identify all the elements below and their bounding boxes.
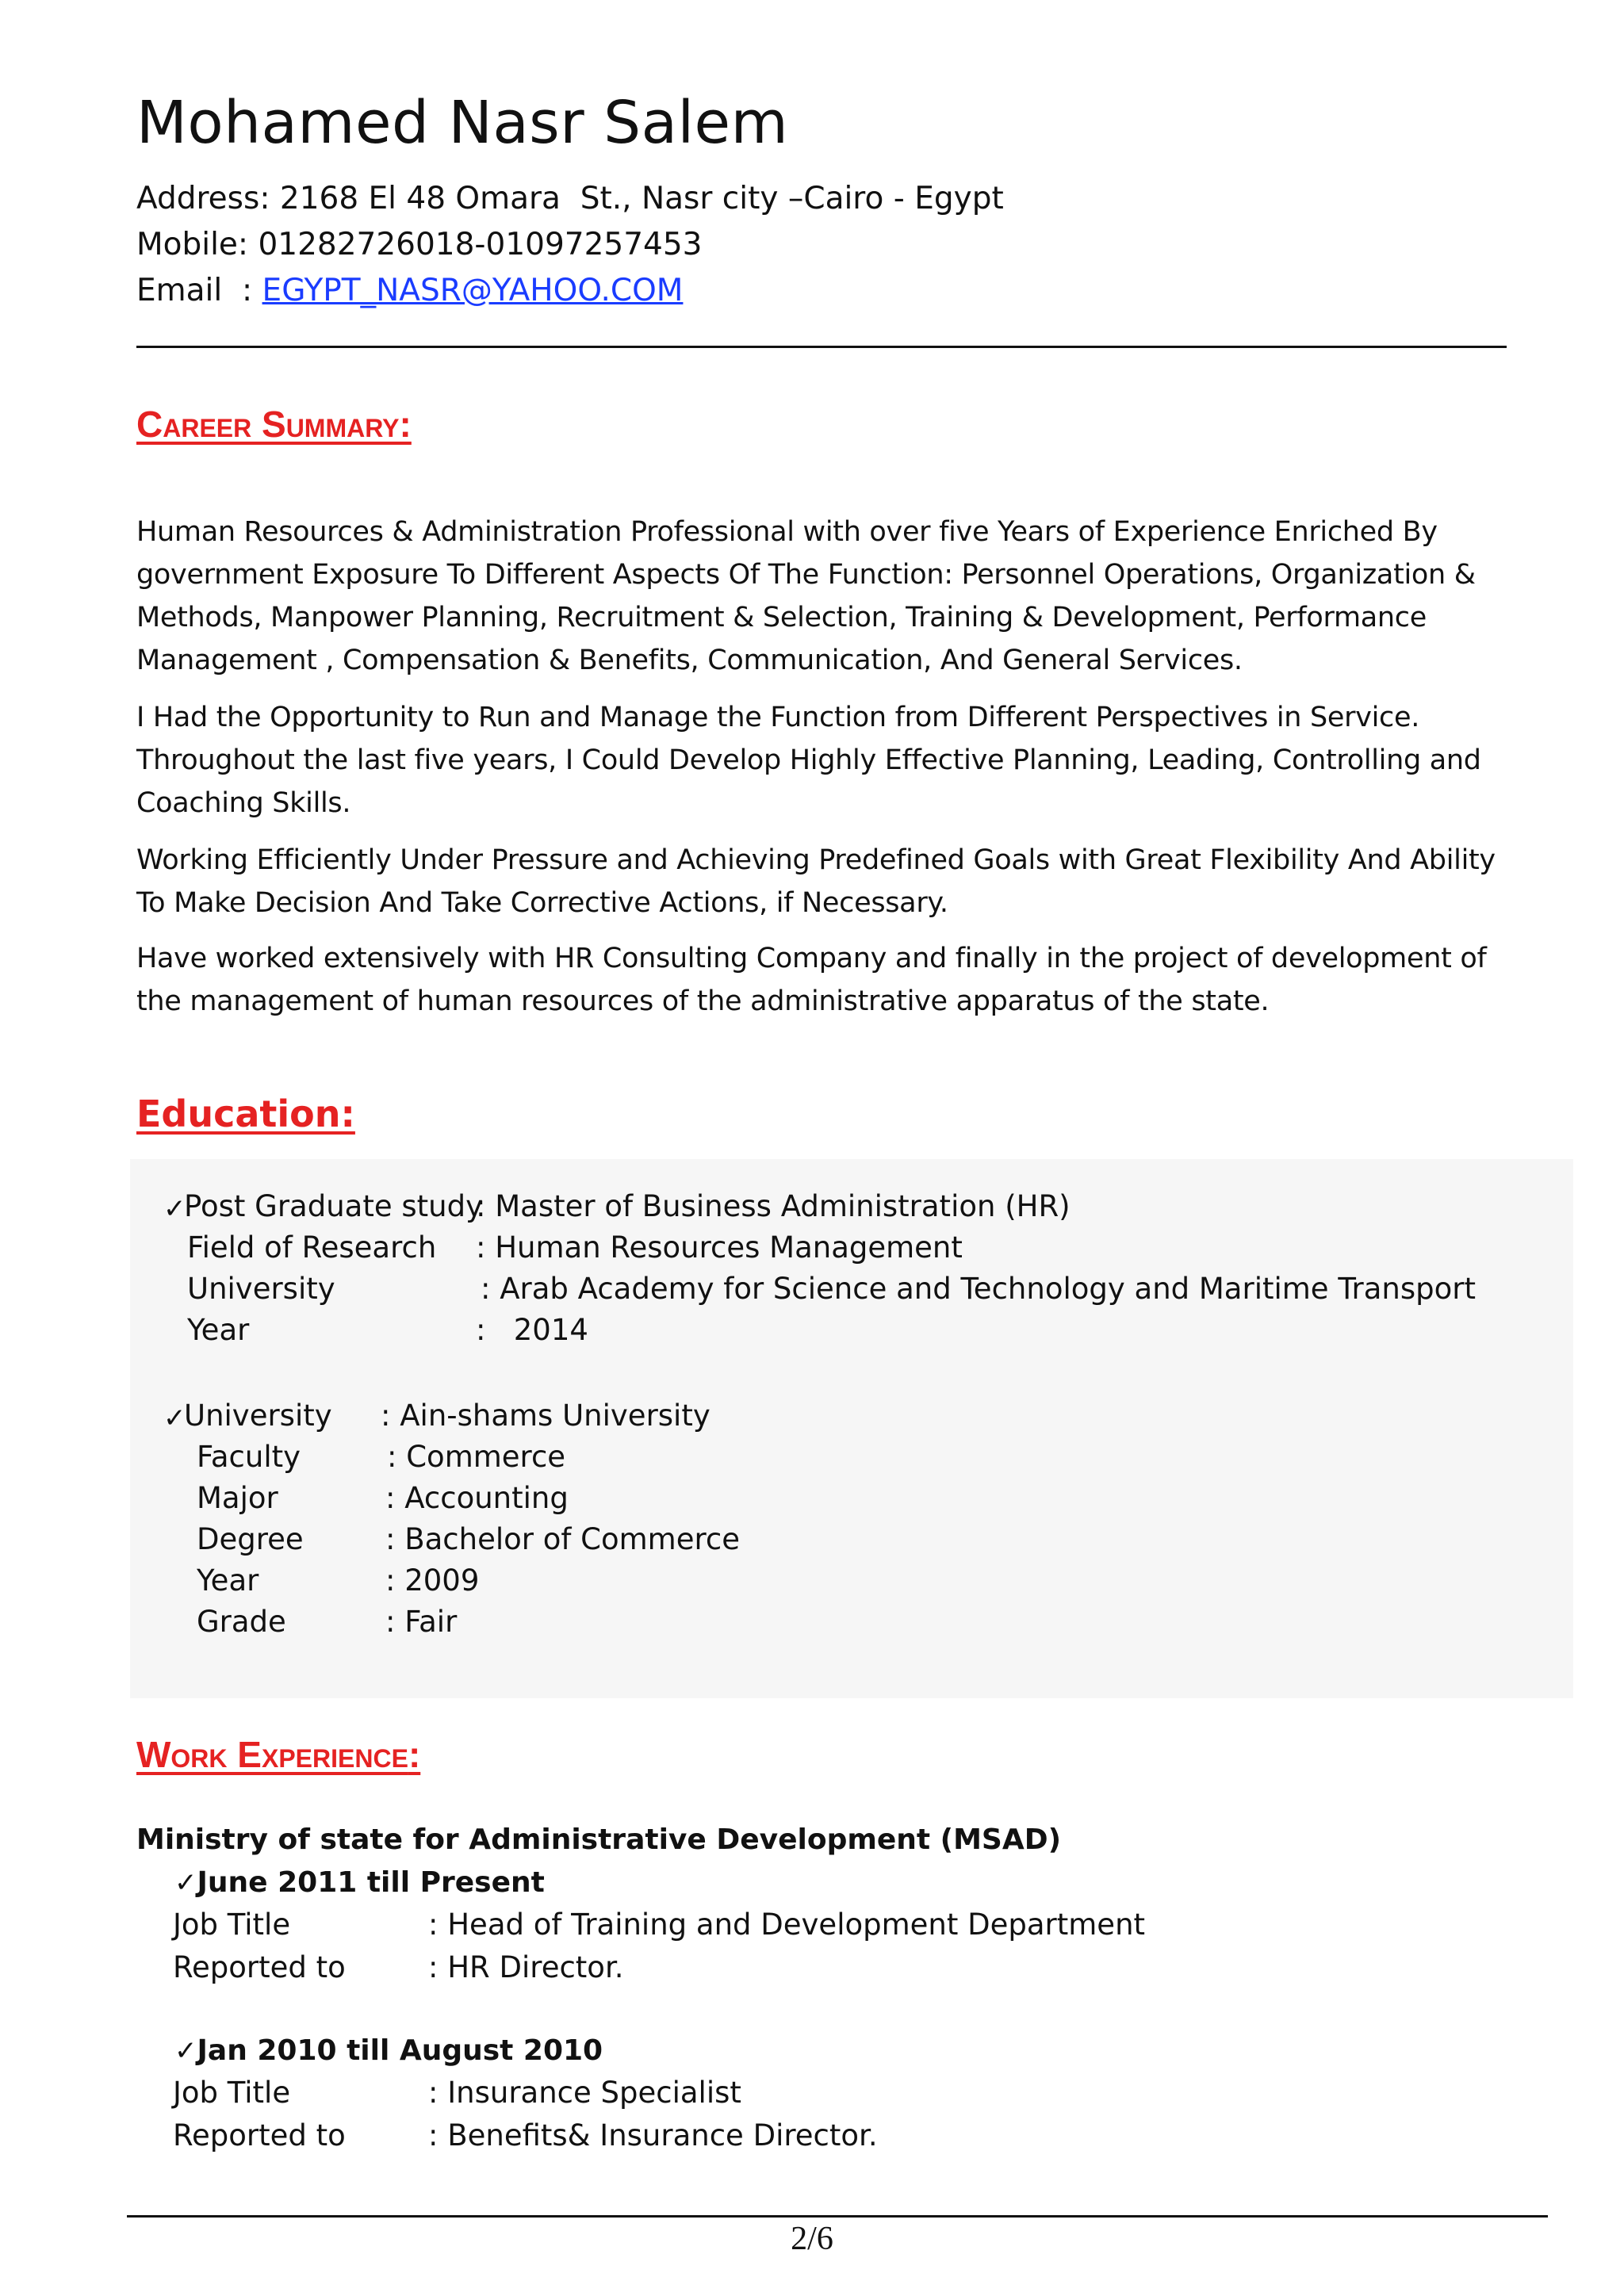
grade-label: Grade bbox=[197, 1605, 286, 1639]
grade-value: : Fair bbox=[385, 1605, 458, 1639]
address-line bbox=[136, 181, 1004, 216]
position-1-job-title-value: : Head of Training and Development Department bbox=[428, 1908, 1146, 1942]
faculty-value: : Commerce bbox=[387, 1440, 566, 1474]
position-1-reported-label: Reported to bbox=[173, 1950, 346, 1984]
career-summary-heading-text: Career Summary bbox=[136, 404, 400, 445]
postgrad-university-value: : Arab Academy for Science and Technology and Maritime Transport bbox=[481, 1272, 1476, 1306]
email-line bbox=[136, 273, 683, 308]
postgrad-study-label: Post Graduate study bbox=[184, 1189, 483, 1223]
page-number: 2/6 bbox=[791, 2221, 833, 2257]
check-mark-icon: ✓ bbox=[174, 2035, 197, 2067]
postgrad-study-value: : Master of Business Administration (HR) bbox=[476, 1189, 1071, 1223]
work-experience-heading-text: Work Experience bbox=[136, 1734, 408, 1775]
degree-label: Degree bbox=[197, 1522, 304, 1556]
undergrad-check bbox=[163, 1400, 186, 1434]
position-2-period bbox=[174, 2034, 603, 2067]
email-label: Email : bbox=[136, 273, 253, 308]
undergrad-university-value: : Ain-shams University bbox=[381, 1399, 710, 1433]
email-link[interactable]: EGYPT_NASR@YAHOO.COM bbox=[262, 273, 684, 308]
check-mark-icon: ✓ bbox=[163, 1402, 186, 1434]
summary-paragraph-4: Have worked extensively with HR Consulting Company and finally in the project of development of the management of human resources of the administrative apparatus of the state. bbox=[136, 943, 1487, 1017]
degree-value: : Bachelor of Commerce bbox=[385, 1522, 740, 1556]
check-mark-icon: ✓ bbox=[174, 1867, 197, 1899]
position-2-reported-label: Reported to bbox=[173, 2118, 346, 2152]
address-value: 2168 El 48 Omara St., Nasr city –Cairo - Egypt bbox=[279, 181, 1004, 216]
education-heading: Education: bbox=[136, 1093, 355, 1135]
position-2-period-text: Jan 2010 till August 2010 bbox=[197, 2034, 603, 2067]
summary-paragraph-3: Working Efficiently Under Pressure and Achieving Predefined Goals with Great Flexibility And Ability To Make Decision And Take Corrective Actions, if Necessary. bbox=[136, 844, 1496, 919]
major-value: : Accounting bbox=[385, 1481, 569, 1515]
career-summary-heading: Career Summary: bbox=[136, 404, 412, 445]
position-1-period-text: June 2011 till Present bbox=[197, 1866, 545, 1899]
summary-paragraph-2: I Had the Opportunity to Run and Manage the Function from Different Perspectives in Service. Throughout the last five years, I Could Develop Highly Effective Planning, Leading, Controlling and Coaching Skills. bbox=[136, 702, 1481, 819]
position-2-reported-value: : Benefits& Insurance Director. bbox=[428, 2118, 878, 2152]
postgrad-university-label: University bbox=[187, 1272, 335, 1306]
mobile-value: 01282726018-01097257453 bbox=[258, 227, 703, 262]
postgrad-year-value: : 2014 bbox=[476, 1313, 588, 1347]
position-1-reported-value: : HR Director. bbox=[428, 1950, 624, 1984]
field-of-research-label: Field of Research bbox=[187, 1230, 437, 1265]
position-1-period bbox=[174, 1866, 545, 1899]
postgrad-check bbox=[163, 1191, 186, 1225]
postgrad-year-label: Year bbox=[187, 1313, 250, 1347]
check-mark-icon: ✓ bbox=[163, 1193, 186, 1225]
header-divider bbox=[136, 346, 1507, 348]
undergrad-year-value: : 2009 bbox=[385, 1563, 480, 1598]
candidate-name: Mohamed Nasr Salem bbox=[136, 89, 789, 157]
position-1-job-title-label: Job Title bbox=[173, 1908, 291, 1942]
field-of-research-value: : Human Resources Management bbox=[476, 1230, 963, 1265]
address-label: Address: bbox=[136, 181, 270, 216]
employer-name: Ministry of state for Administrative Development (MSAD) bbox=[136, 1823, 1062, 1856]
mobile-line bbox=[136, 227, 702, 262]
undergrad-university-label: University bbox=[184, 1399, 332, 1433]
position-2-job-title-value: : Insurance Specialist bbox=[428, 2076, 741, 2110]
position-2-job-title-label: Job Title bbox=[173, 2076, 291, 2110]
work-experience-heading: Work Experience: bbox=[136, 1734, 421, 1775]
mobile-label: Mobile: bbox=[136, 227, 249, 262]
major-label: Major bbox=[197, 1481, 278, 1515]
footer-divider bbox=[127, 2215, 1548, 2218]
summary-paragraph-1: Human Resources & Administration Professional with over five Years of Experience Enriched By government Exposure To Different Aspects Of The Function: Personnel Operations, Organization & Methods, Manpower Planning, Recruitment & Selection, Training & Development, Performance Management , Compensation & Benefits, Communication, And General Services. bbox=[136, 516, 1476, 676]
undergrad-year-label: Year bbox=[197, 1563, 259, 1598]
faculty-label: Faculty bbox=[197, 1440, 301, 1474]
